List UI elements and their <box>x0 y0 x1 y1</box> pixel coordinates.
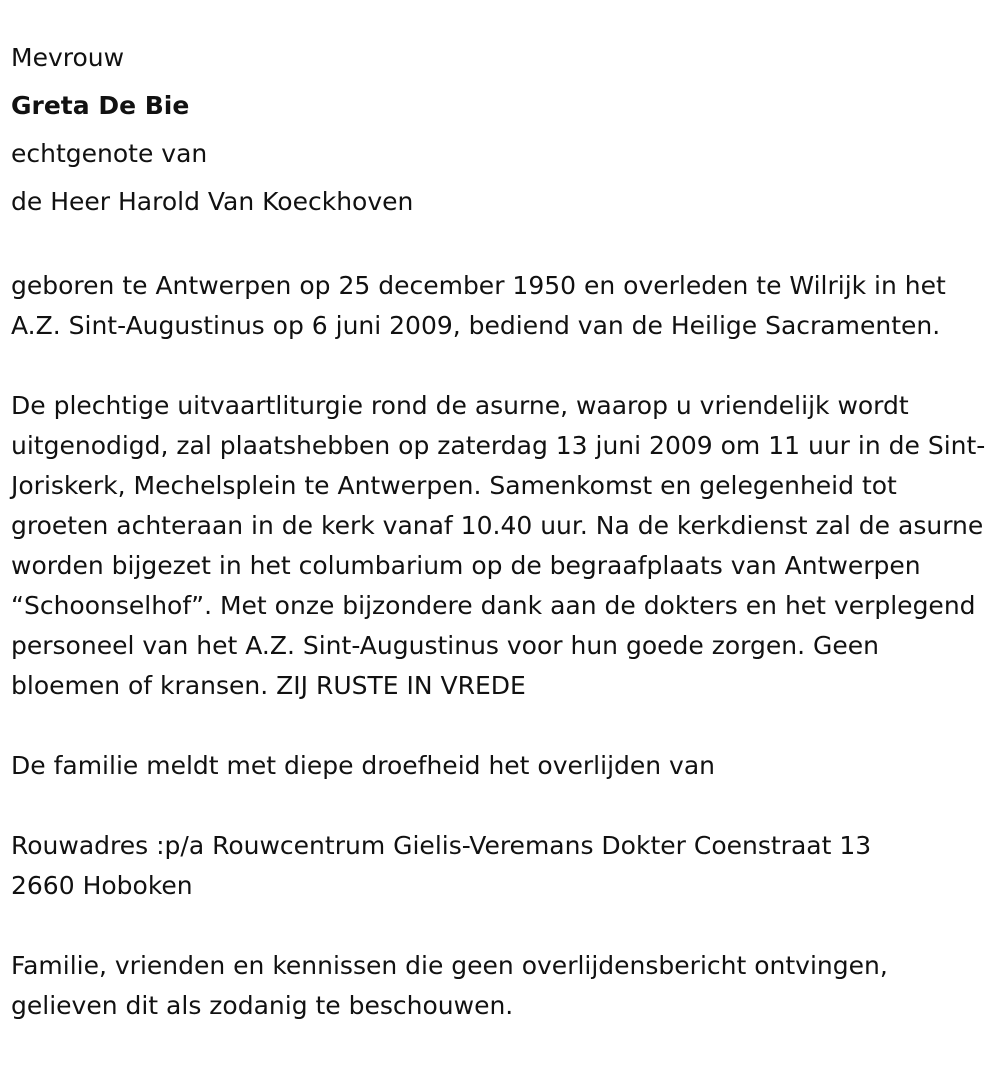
family-announcement: De familie meldt met diepe droefheid het overlijden van <box>11 751 716 780</box>
relation-text: echtgenote van <box>11 139 208 168</box>
funeral-paragraph: De plechtige uitvaartliturgie rond de asurne, waarop u vriendelijk wordt uitgenodigd, zal plaatshebben op zaterdag 13 juni 2009 om 11 uur in de Sint-Joriskerk, Mechelsplein te Antwerpen. Samenkomst en gelegenheid tot groeten achteraan in de kerk vanaf 10.40 uur. Na de kerkdienst zal de asurne worden bijgezet in het columbarium op de begraafplaats van Antwerpen “Schoonselhof”. Met onze bijzondere dank aan de dokters en het verplegend personeel van het A.Z. Sint-Augustinus voor hun goede zorgen. Geen bloemen of kransen. ZIJ RUSTE IN VREDE <box>11 391 986 700</box>
salutation: Mevrouw <box>11 43 125 72</box>
spacer <box>11 346 990 386</box>
deceased-name: Greta De Bie <box>11 91 190 120</box>
address-line-2: 2660 Hoboken <box>11 871 193 900</box>
spacer <box>11 226 990 266</box>
spacer <box>11 706 990 746</box>
spacer <box>11 906 990 946</box>
birth-death-paragraph: geboren te Antwerpen op 25 december 1950 en overleden te Wilrijk in het A.Z. Sint-Augustinus op 6 juni 2009, bediend van de Heilige Sacramenten. <box>11 271 946 340</box>
address-line-1: Rouwadres :p/a Rouwcentrum Gielis-Veremans Dokter Coenstraat 13 <box>11 831 872 860</box>
spacer <box>11 786 990 826</box>
closing-paragraph: Familie, vrienden en kennissen die geen overlijdensbericht ontvingen, gelieven dit als zodanig te beschouwen. <box>11 951 888 1020</box>
spouse-name: de Heer Harold Van Koeckhoven <box>11 187 414 216</box>
